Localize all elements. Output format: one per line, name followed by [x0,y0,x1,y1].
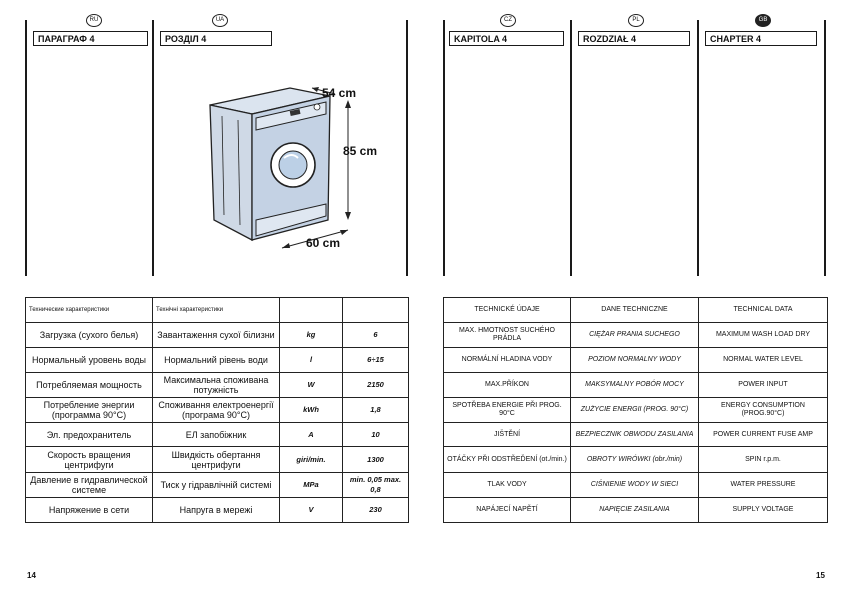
chapter-title-pl: ROZDZIAŁ 4 [578,31,690,46]
param-ua: Тиск у гідравлічній системі [153,473,280,498]
column-rule [570,20,572,276]
header-cell: TECHNICKÉ ÚDAJE [444,298,571,323]
unit-cell: l [280,348,343,373]
param-ru: Скорость вращения центрифуги [26,447,153,473]
technical-data-table-cz-pl-en [443,297,828,523]
table-row [26,373,409,398]
param-cz: OTÁČKY PŘI ODSTŘEĎENÍ (ot./min.) [444,447,571,473]
param-pl: CIĘŻAR PRANIA SUCHEGO [571,323,699,348]
table-row [26,398,409,423]
param-pl: POZIOM NORMALNY WODY [571,348,699,373]
param-ru: Нормальный уровень воды [26,348,153,373]
param-ru: Загрузка (сухого белья) [26,323,153,348]
param-ua: Завантаження сухої білизни [153,323,280,348]
unit-cell: A [280,423,343,447]
value-cell: 230 [343,498,409,523]
value-cell: 2150 [343,373,409,398]
value-cell: 1300 [343,447,409,473]
table-row [444,498,828,523]
table-row [26,423,409,447]
param-en: NORMAL WATER LEVEL [699,348,828,373]
param-pl: NAPIĘCIE ZASILANIA [571,498,699,523]
param-pl: OBROTY WIRÓWKI (obr./min) [571,447,699,473]
value-cell: 10 [343,423,409,447]
technical-data-table-ru-ua [25,297,409,523]
table-row [444,323,828,348]
dimension-width: 60 cm [306,236,341,250]
param-pl: ZUŻYCIE ENERGII (PROG. 90°C) [571,398,699,423]
param-ua: Нормальний рівень води [153,348,280,373]
unit-cell: MPa [280,473,343,498]
table-row [26,447,409,473]
header-cell: Технічні характеристики [153,298,280,323]
param-pl: CIŚNIENIE WODY W SIECI [571,473,699,498]
param-ru: Потребление энергии (программа 90°C) [26,398,153,423]
table-row [444,348,828,373]
lang-badge-ua: UA [212,14,228,27]
param-ru: Потребляемая мощность [26,373,153,398]
page-number: 15 [816,571,825,580]
table-row [444,473,828,498]
table-row [444,398,828,423]
table-row [444,373,828,398]
value-cell: 1,8 [343,398,409,423]
header-cell [280,298,343,323]
param-en: POWER CURRENT FUSE AMP [699,423,828,447]
lang-badge-cz: CZ [500,14,516,27]
unit-cell: kg [280,323,343,348]
column-rule [824,20,826,276]
dimension-height: 85 cm [343,144,378,158]
table-row [26,473,409,498]
param-en: WATER PRESSURE [699,473,828,498]
unit-cell: kWh [280,398,343,423]
table-row [444,423,828,447]
table-row [26,348,409,373]
param-ua: ЕЛ запобіжник [153,423,280,447]
table-header-row [26,298,409,323]
param-cz: NORMÁLNÍ HLADINA VODY [444,348,571,373]
column-rule [697,20,699,276]
column-rule [406,20,408,276]
lang-badge-gb: GB [755,14,771,27]
chapter-title-cz: KAPITOLA 4 [449,31,564,46]
dimension-depth: 54 cm [322,86,357,100]
header-cell [343,298,409,323]
column-rule [152,20,154,276]
param-ru: Давление в гидравлической системе [26,473,153,498]
unit-cell: V [280,498,343,523]
param-en: MAXIMUM WASH LOAD DRY [699,323,828,348]
param-ua: Швидкість обертання центрифуги [153,447,280,473]
chapter-title-ua: РОЗДІЛ 4 [160,31,272,46]
param-ua: Споживання електроенергії (програма 90°C) [153,398,280,423]
lang-badge-ru: RU [86,14,102,27]
chapter-title-ru: ПАРАГРАФ 4 [33,31,148,46]
value-cell: 6 [343,323,409,348]
washing-machine-illustration [200,80,400,250]
param-en: SPIN r.p.m. [699,447,828,473]
param-en: ENERGY CONSUMPTION (PROG.90°C) [699,398,828,423]
unit-cell: W [280,373,343,398]
page-number: 14 [27,571,36,580]
table-row [26,323,409,348]
param-cz: MAX. HMOTNOST SUCHÉHO PRÁDLA [444,323,571,348]
chapter-title-en: CHAPTER 4 [705,31,817,46]
param-ua: Максимальна споживана потужність [153,373,280,398]
param-pl: MAKSYMALNY POBÓR MOCY [571,373,699,398]
param-cz: SPOTŘEBA ENERGIE PŘI PROG. 90°C [444,398,571,423]
table-row [26,498,409,523]
header-cell: Технические характеристики [26,298,153,323]
value-cell: min. 0,05 max. 0,8 [343,473,409,498]
param-cz: NAPÁJECÍ NAPĚTÍ [444,498,571,523]
param-cz: MAX.PŘÍKON [444,373,571,398]
column-rule [25,20,27,276]
column-rule [443,20,445,276]
header-cell: DANE TECHNICZNE [571,298,699,323]
param-cz: TLAK VODY [444,473,571,498]
lang-badge-pl: PL [628,14,644,27]
value-cell: 6÷15 [343,348,409,373]
param-ru: Напряжение в сети [26,498,153,523]
table-row [444,447,828,473]
param-en: SUPPLY VOLTAGE [699,498,828,523]
header-cell: TECHNICAL DATA [699,298,828,323]
param-ua: Напруга в мережі [153,498,280,523]
param-pl: BEZPIECZNIK OBWODU ZASILANIA [571,423,699,447]
table-header-row [444,298,828,323]
param-en: POWER INPUT [699,373,828,398]
unit-cell: giri/min. [280,447,343,473]
param-cz: JIŠTĚNÍ [444,423,571,447]
param-ru: Эл. предохранитель [26,423,153,447]
